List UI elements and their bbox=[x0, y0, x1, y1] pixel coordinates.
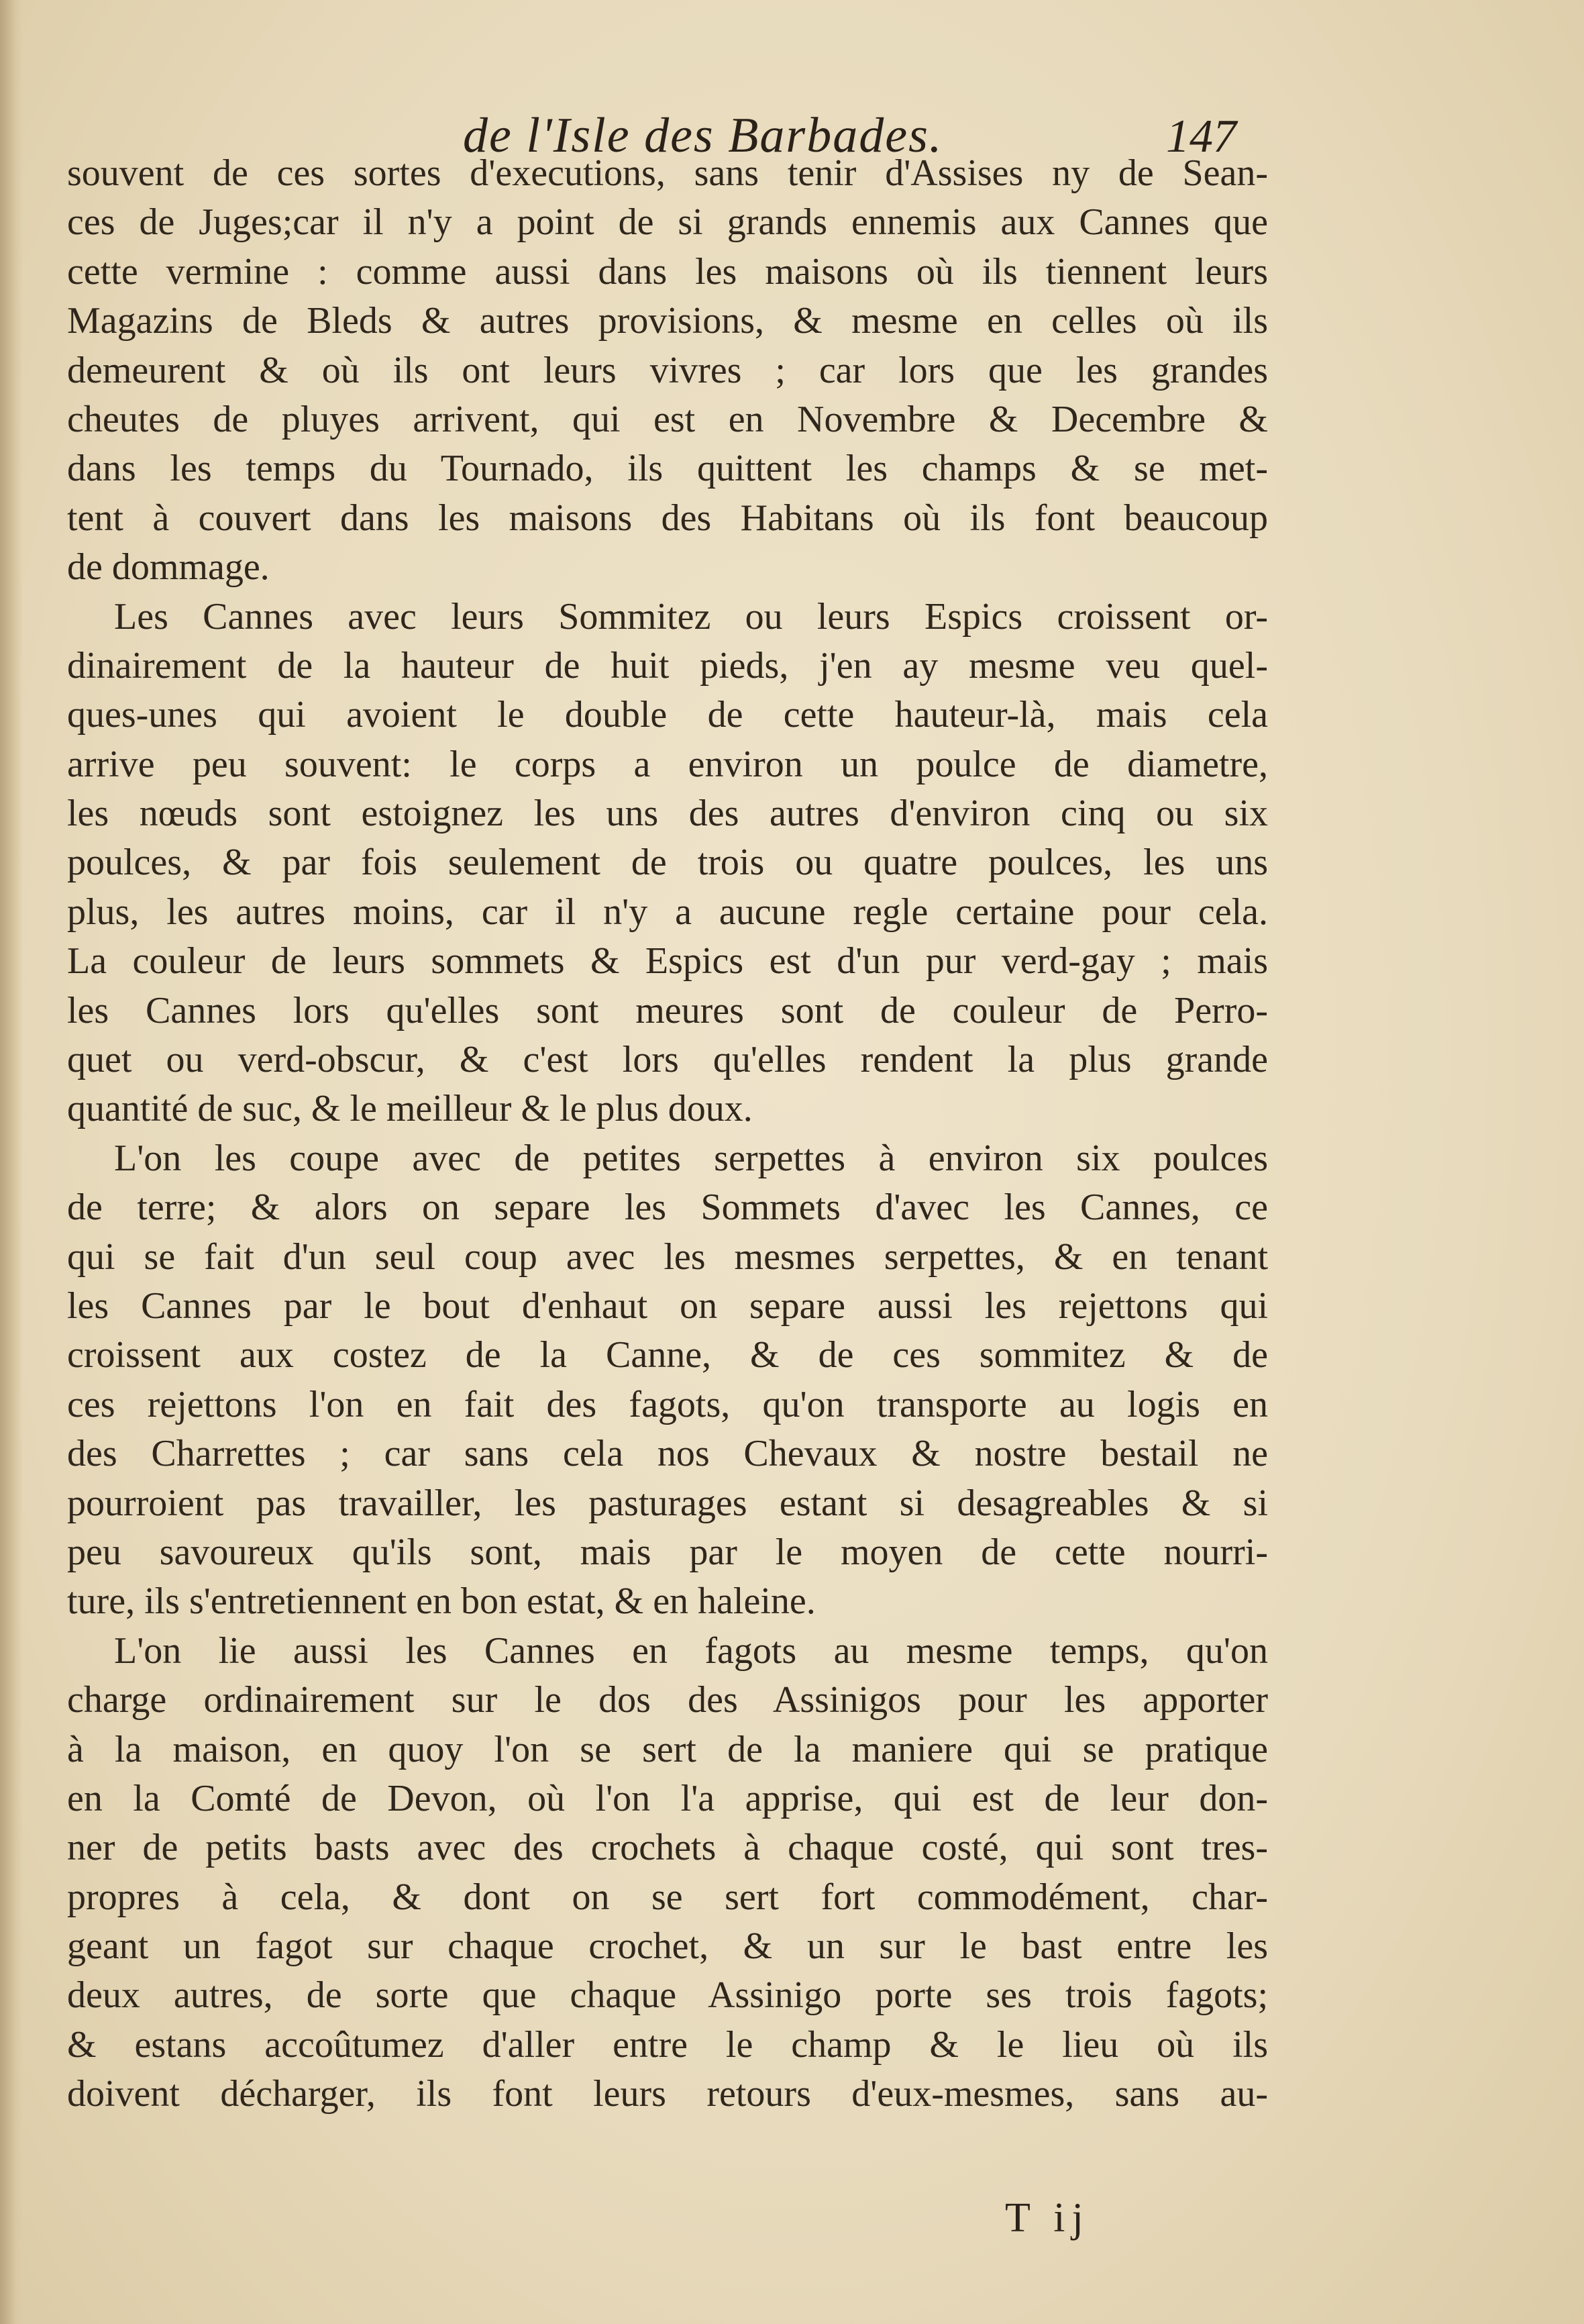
text-line: tent à couvert dans les maisons des Habitans où ils font beaucoup bbox=[67, 497, 1268, 539]
text-line: quantité de suc, & le meilleur & le plus doux. bbox=[67, 1088, 753, 1130]
text-line: charge ordinairement sur le dos des Assinigos pour les apporter bbox=[67, 1679, 1268, 1721]
text-line: doivent décharger, ils font leurs retours d'eux-mesmes, sans au- bbox=[67, 2073, 1268, 2115]
text-line: de terre; & alors on separe les Sommets d'avec les Cannes, ce bbox=[67, 1186, 1268, 1229]
page-number: 147 bbox=[1166, 111, 1236, 162]
text-line: des Charrettes ; car sans cela nos Chevaux & nostre bestail ne bbox=[67, 1433, 1268, 1475]
text-line: peu savoureux qu'ils sont, mais par le moyen de cette nourri- bbox=[67, 1531, 1268, 1573]
text-line: ture, ils s'entretiennent en bon estat, & en haleine. bbox=[67, 1580, 816, 1623]
text-line: demeurent & où ils ont leurs vivres ; car lors que les grandes bbox=[67, 349, 1268, 391]
body-text bbox=[67, 149, 1268, 2119]
text-line: dinairement de la hauteur de huit pieds, j'en ay mesme veu quel- bbox=[67, 644, 1268, 687]
text-line: ner de petits basts avec des crochets à chaque costé, qui sont tres- bbox=[67, 1827, 1268, 1869]
text-line: cette vermine : comme aussi dans les maisons où ils tiennent leurs bbox=[67, 250, 1268, 293]
text-line: à la maison, en quoy l'on se sert de la maniere qui se pratique bbox=[67, 1728, 1268, 1770]
text-line: Magazins de Bleds & autres provisions, & mesme en celles où ils bbox=[67, 300, 1268, 342]
text-line: arrive peu souvent: le corps a environ un poulce de diametre, bbox=[67, 743, 1268, 785]
running-title: de l'Isle des Barbades. bbox=[463, 108, 943, 163]
text-line: en la Comté de Devon, où l'on l'a apprise, qui est de leur don- bbox=[67, 1777, 1268, 1819]
text-line: pourroient pas travailler, les pasturages estant si desagreables & si bbox=[67, 1482, 1268, 1524]
text-line: qui se fait d'un seul coup avec les mesmes serpettes, & en tenant bbox=[67, 1235, 1268, 1278]
signature-mark: T ij bbox=[1005, 2195, 1090, 2241]
text-line: ces de Juges;car il n'y a point de si grands ennemis aux Cannes que bbox=[67, 201, 1268, 244]
text-line: propres à cela, & dont on se sert fort commodément, char- bbox=[67, 1876, 1268, 1918]
text-line: croissent aux costez de la Canne, & de ces sommitez & de bbox=[67, 1334, 1268, 1376]
text-line: & estans accoûtumez d'aller entre le champ & le lieu où ils bbox=[67, 2023, 1268, 2066]
text-line: ques-unes qui avoient le double de cette hauteur-là, mais cela bbox=[67, 694, 1268, 736]
text-line: geant un fagot sur chaque crochet, & un sur le bast entre les bbox=[67, 1925, 1268, 1968]
text-line: quet ou verd-obscur, & c'est lors qu'elles rendent la plus grande bbox=[67, 1039, 1268, 1081]
text-line: souvent de ces sortes d'executions, sans tenir d'Assises ny de Sean- bbox=[67, 152, 1268, 194]
text-line: La couleur de leurs sommets & Espics est d'un pur verd-gay ; mais bbox=[67, 940, 1268, 982]
text-line: plus, les autres moins, car il n'y a aucune regle certaine pour cela. bbox=[67, 891, 1268, 933]
text-line: les Cannes lors qu'elles sont meures sont de couleur de Perro- bbox=[67, 989, 1268, 1031]
text-line: les Cannes par le bout d'enhaut on separe aussi les rejettons qui bbox=[67, 1284, 1268, 1327]
text-line: deux autres, de sorte que chaque Assinigo porte ses trois fagots; bbox=[67, 1974, 1268, 2017]
text-line: les nœuds sont estoignez les uns des autres d'environ cinq ou six bbox=[67, 793, 1268, 835]
text-line: dans les temps du Tournado, ils quittent les champs & se met- bbox=[67, 448, 1268, 490]
page-edge-shadow bbox=[0, 0, 23, 2324]
text-line: de dommage. bbox=[67, 546, 270, 589]
paragraph-first-line: L'on lie aussi les Cannes en fagots au mesme temps, qu'on bbox=[114, 1629, 1268, 1672]
text-line: ces rejettons l'on en fait des fagots, qu'on transporte au logis en bbox=[67, 1383, 1268, 1425]
paragraph-first-line: Les Cannes avec leurs Sommitez ou leurs Espics croissent or- bbox=[114, 595, 1268, 638]
text-line: poulces, & par fois seulement de trois ou quatre poulces, les uns bbox=[67, 842, 1268, 884]
text-line: cheutes de pluyes arrivent, qui est en Novembre & Decembre & bbox=[67, 398, 1268, 440]
paragraph-first-line: L'on les coupe avec de petites serpettes à environ six poulces bbox=[114, 1137, 1268, 1179]
